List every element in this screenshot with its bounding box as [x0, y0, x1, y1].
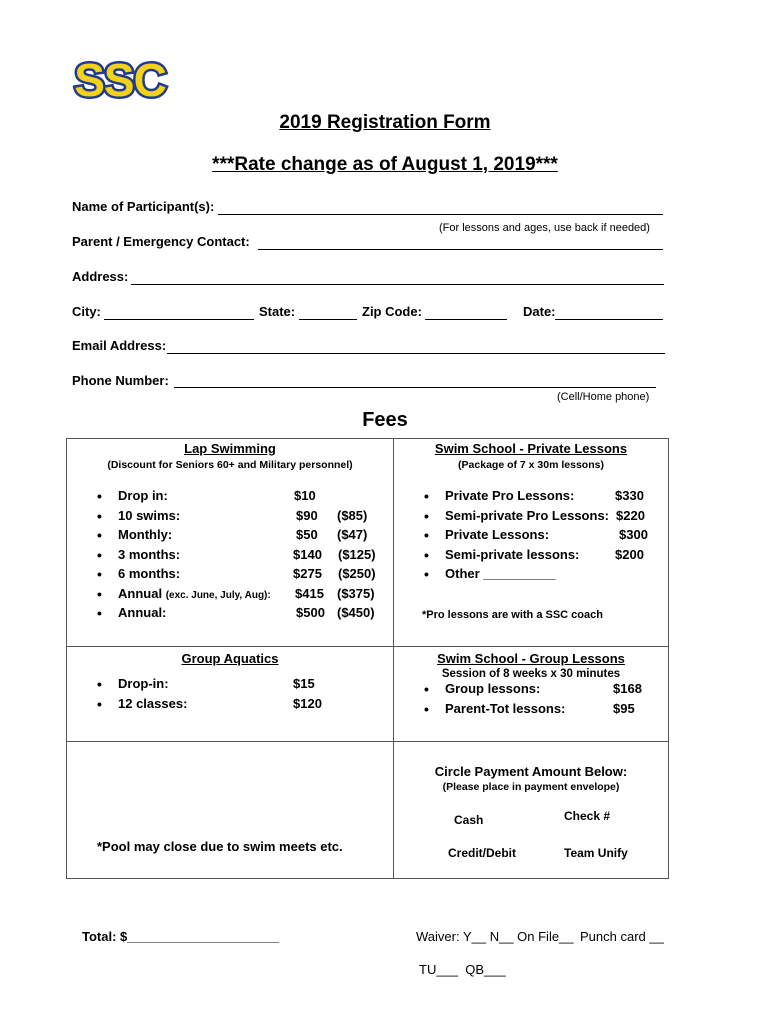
- group-aquatics-list: [67, 676, 393, 715]
- group-aquatics-cell: [67, 647, 394, 742]
- team-unify-option[interactable]: Team Unify: [564, 846, 628, 860]
- total-field[interactable]: Total: $_____________________: [82, 929, 280, 944]
- svg-text:SSC: SSC: [74, 56, 166, 104]
- list-item: • 3 months: $140 ($125): [97, 546, 376, 563]
- lap-swimming-sub: (Discount for Seniors 60+ and Military personnel): [107, 459, 353, 471]
- state-field[interactable]: [299, 319, 357, 320]
- list-item: • 6 months: $275 ($250): [97, 566, 376, 582]
- payment-sub: (Please place in payment envelope): [442, 781, 620, 793]
- list-item: • Semi-private Pro Lessons: $220: [424, 507, 645, 524]
- phone-label: Phone Number:: [72, 373, 169, 388]
- address-label: Address:: [72, 269, 129, 284]
- list-item: • 12 classes: $120: [97, 695, 322, 712]
- private-lessons-sub: (Package of 7 x 30m lessons): [458, 459, 604, 471]
- private-lessons-cell: [394, 439, 669, 647]
- city-label: City:: [72, 304, 101, 319]
- check-option[interactable]: Check #: [564, 809, 611, 823]
- payment-cell: [394, 742, 669, 879]
- lap-swimming-list: [67, 488, 393, 625]
- group-lessons-heading: Swim School - Group Lessons: [437, 651, 625, 666]
- payment-heading: Circle Payment Amount Below:: [434, 764, 628, 779]
- date-field[interactable]: [555, 319, 663, 320]
- punch-card-field[interactable]: Punch card __: [580, 929, 664, 944]
- zip-field[interactable]: [425, 319, 507, 320]
- email-field[interactable]: [167, 353, 665, 354]
- state-label: State:: [259, 304, 296, 319]
- list-item: • Private Pro Lessons: $330: [424, 488, 644, 504]
- parent-contact-field[interactable]: [258, 249, 663, 250]
- city-field[interactable]: [104, 319, 254, 320]
- zip-label: Zip Code:: [362, 304, 422, 319]
- parent-contact-label: Parent / Emergency Contact:: [72, 234, 250, 249]
- list-item: • Drop-in: $15: [97, 676, 315, 692]
- group-lessons-list: [394, 681, 668, 720]
- lap-swimming-heading: Lap Swimming: [184, 441, 276, 456]
- rate-change-notice: ***Rate change as of August 1, 2019***: [212, 154, 558, 175]
- group-lessons-sub: Session of 8 weeks x 30 minutes: [441, 668, 621, 680]
- pool-note: *Pool may close due to swim meets etc.: [97, 839, 343, 854]
- list-item: • Semi-private lessons: $200: [424, 546, 644, 563]
- cash-option[interactable]: Cash: [454, 813, 484, 827]
- phone-field[interactable]: [174, 387, 656, 388]
- participant-label: Name of Participant(s):: [72, 199, 215, 214]
- fees-table: [66, 438, 669, 879]
- list-item: • Annual: $500 ($450): [97, 605, 375, 621]
- fees-heading: Fees: [362, 409, 408, 431]
- date-label: Date:: [523, 304, 556, 319]
- address-field[interactable]: [131, 284, 664, 285]
- lap-swimming-cell: [67, 439, 394, 647]
- list-item: • Other __________: [424, 566, 556, 582]
- list-item: • Parent-Tot lessons: $95: [424, 700, 635, 717]
- participant-note: (For lessons and ages, use back if needed): [439, 222, 650, 234]
- tu-qb-field[interactable]: TU___ QB___: [419, 962, 506, 977]
- pool-note-cell: [67, 742, 394, 879]
- list-item: • Group lessons: $168: [424, 681, 642, 697]
- private-lessons-heading: Swim School - Private Lessons: [434, 441, 628, 456]
- list-item: • Private Lessons: $300: [424, 527, 648, 543]
- group-aquatics-heading: Group Aquatics: [181, 651, 279, 666]
- form-title: 2019 Registration Form: [279, 112, 491, 133]
- list-item: • Monthly: $50 ($47): [97, 527, 368, 543]
- list-item: • 10 swims: $90 ($85): [97, 507, 368, 524]
- waiver-field[interactable]: Waiver: Y__ N__ On File__: [416, 929, 574, 944]
- email-label: Email Address:: [72, 338, 167, 353]
- group-lessons-cell: [394, 647, 669, 742]
- participant-field[interactable]: [218, 214, 663, 215]
- list-item: • Drop in: $10: [97, 488, 316, 504]
- pro-lessons-note: *Pro lessons are with a SSC coach: [422, 609, 603, 621]
- list-item: • Annual (exc. June, July, Aug): $415 ($375): [97, 585, 375, 602]
- ssc-logo: [68, 56, 172, 104]
- private-lessons-list: [394, 488, 668, 586]
- credit-debit-option[interactable]: Credit/Debit: [448, 846, 517, 860]
- phone-note: (Cell/Home phone): [557, 391, 650, 403]
